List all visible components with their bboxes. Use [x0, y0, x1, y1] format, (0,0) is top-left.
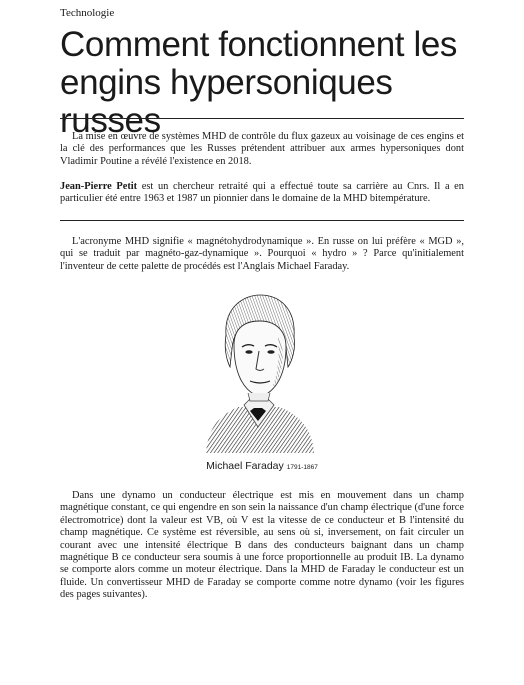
author-name: Jean-Pierre Petit — [60, 181, 138, 192]
caption-years: 1791-1867 — [286, 464, 318, 471]
author-paragraph — [60, 181, 464, 206]
intro-paragraph: L'acronyme MHD signifie « magnétohydrodynamique ». En russe on lui préfère « MGD », qui se traduit par magnéto-gaz-dynamique ». Pourquoi « hydro » ? Parce qu'initialement l'inventeur de cette palette de procédés est l'Anglais Michael Faraday. — [60, 236, 464, 272]
lead-paragraph: La mise en œuvre de systèmes MHD de contrôle du flux gazeux au voisinage de ces engins et la clé des performances que les Russes prétendent attribuer aux armes hypersoniques dont Vladimir Poutine a révélé l'existence en 2018. — [60, 131, 464, 167]
body-paragraph: Dans une dynamo un conducteur électrique est mis en mouvement dans un champ magnétique constant, ce qui engendre en son sein la naissance d'un champ électrique (d'une force électromotrice) dont la valeur est VB, où V est la vitesse de ce conducteur et B l'intensité du champ magnétique. Ce système est réversible, au sens où si, inversement, on fait circuler un courant avec une intensité électrique B dans des conducteurs baignant dans un champ magnétique B ce conducteur sera soumis à une force proportionnelle au produit IB. La dynamo se comporte alors comme un moteur électrique. Dans la MHD de Faraday le conducteur est un fluide. Un convertisseur MHD de Faraday se comporte comme notre dynamo (voir les figures des pages suivantes). — [60, 490, 464, 601]
divider — [60, 220, 464, 221]
section-label: Technologie — [60, 7, 115, 19]
divider — [60, 118, 464, 119]
author-bio: est un chercheur retraité qui a effectué toute sa carrière au Cnrs. Il a en particulier été entre 1963 et 1987 un pionnier dans le domaine de la MHD bitempérature. — [60, 181, 464, 205]
portrait-caption — [60, 460, 464, 472]
caption-name: Michael Faraday — [206, 460, 284, 472]
faraday-portrait — [198, 287, 320, 453]
article-title: Comment fonctionnent les engins hypersoniques russes — [60, 25, 458, 140]
